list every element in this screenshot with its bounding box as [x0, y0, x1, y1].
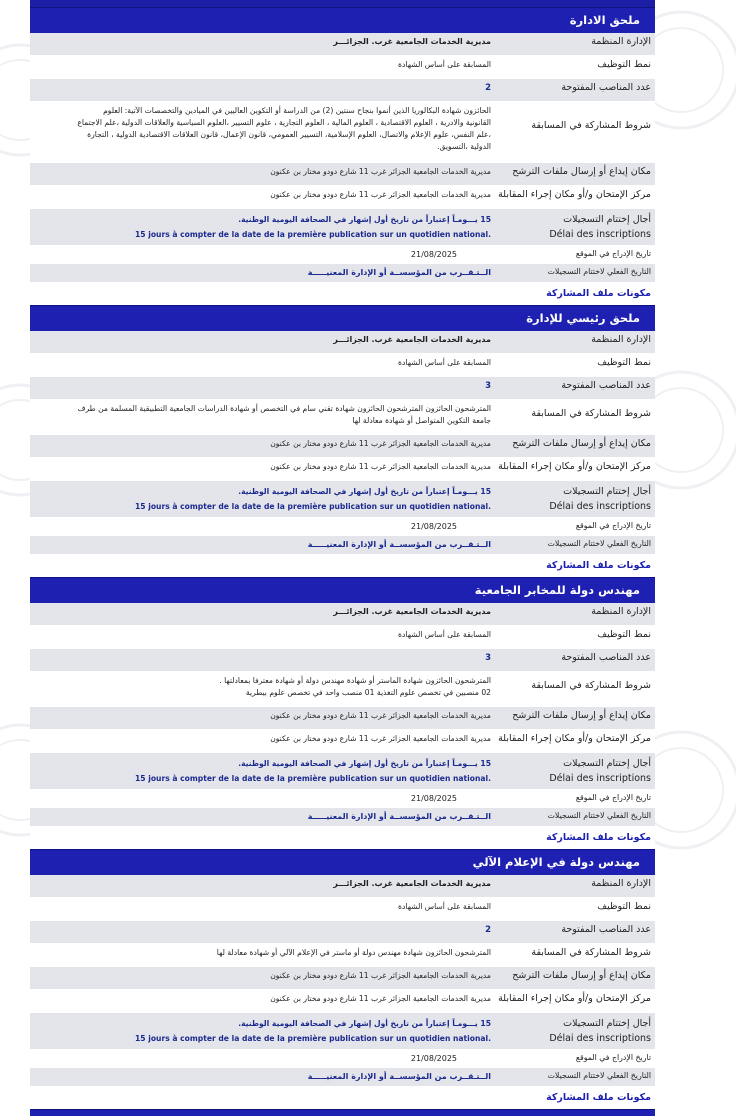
label-open-positions: عدد المناصب المفتوحة — [561, 652, 651, 663]
position-title: ملحق رئيسي للإدارة — [30, 305, 655, 331]
conditions-line: المترشحون الحائزون شهادة الماستر أو شهادة مهندس دولة أو شهادة معترفا بمعادلتها . — [219, 676, 491, 685]
value-deadline — [30, 1013, 497, 1049]
row-deadline — [30, 481, 655, 518]
docs-link[interactable]: مكونات ملف المشاركة — [30, 283, 655, 305]
row-actual-close — [30, 264, 655, 283]
row-actual-close — [30, 808, 655, 827]
label-open-positions: عدد المناصب المفتوحة — [561, 924, 651, 935]
row-publish-date — [30, 518, 655, 536]
value-exam-center: مديرية الخدمات الجامعية الجزائر غرب 11 شارع دودو مختار بن عكنون — [270, 994, 491, 1003]
value-deadline-ar: 15 يـــومـاً إعتباراً من تاريخ أول إشهار في الصحافة اليومية الوطنية. — [238, 487, 491, 496]
label-deadline — [497, 209, 655, 245]
label-deposit-place: مكان إيداع أو إرسال ملفات الترشح — [512, 710, 651, 721]
value-deadline-fr: 15 jours à compter de la date de la première publication sur un quotidien national. — [135, 502, 491, 511]
value-recruitment-type: المسابقة على أساس الشهادة — [398, 60, 491, 69]
value-deposit-place: مديرية الخدمات الجامعية الجزائر غرب 11 شارع دودو مختار بن عكنون — [270, 439, 491, 448]
label-organizer: الإدارة المنظمة — [591, 606, 651, 617]
label-deadline-fr: Délai des inscriptions — [549, 501, 651, 512]
label-actual-close: التاريخ الفعلي لاختتام التسجيلات — [547, 1071, 651, 1080]
value-deposit-place: مديرية الخدمات الجامعية الجزائر غرب 11 شارع دودو مختار بن عكنون — [270, 167, 491, 176]
label-actual-close: التاريخ الفعلي لاختتام التسجيلات — [547, 267, 651, 276]
label-publish-date: تاريخ الإدراج في الموقع — [575, 1053, 651, 1062]
row-deposit-place — [30, 707, 655, 730]
value-deadline-fr: 15 jours à compter de la date de la première publication sur un quotidien national. — [135, 230, 491, 239]
row-open-positions — [30, 79, 655, 102]
value-deposit-place: مديرية الخدمات الجامعية الجزائر غرب 11 شارع دودو مختار بن عكنون — [270, 971, 491, 980]
value-recruitment-type: المسابقة على أساس الشهادة — [398, 358, 491, 367]
label-conditions: شروط المشاركة في المسابقة — [531, 680, 651, 691]
conditions-line: جامعة التكوين المتواصل أو شهادة معادلة لها — [352, 416, 491, 425]
value-open-positions: 3 — [485, 653, 491, 663]
label-publish-date: تاريخ الإدراج في الموقع — [575, 521, 651, 530]
label-actual-close: التاريخ الفعلي لاختتام التسجيلات — [547, 811, 651, 820]
row-conditions — [30, 102, 655, 163]
next-section-strip — [30, 1109, 655, 1116]
conditions-line: 02 منصبين في تخصص علوم التغذية 01 منصب واحد في تخصص علوم بيطرية — [245, 688, 491, 697]
label-actual-close: التاريخ الفعلي لاختتام التسجيلات — [547, 539, 651, 548]
label-deadline — [497, 1013, 655, 1049]
row-recruitment-type — [30, 898, 655, 921]
value-deadline-ar: 15 يـــومـاً إعتباراً من تاريخ أول إشهار في الصحافة اليومية الوطنية. — [238, 1019, 491, 1028]
value-conditions — [30, 102, 497, 162]
value-publish-date: 21/08/2025 — [410, 794, 457, 803]
value-actual-close: الــتـقــرب من المؤسســة أو الإدارة المعنيـــــة — [307, 540, 491, 549]
row-deposit-place — [30, 967, 655, 990]
value-organizer: مديرية الخدمات الجامعية غرب. الجزائـــر — [333, 335, 491, 344]
row-organizer — [30, 331, 655, 354]
label-organizer: الإدارة المنظمة — [591, 334, 651, 345]
value-actual-close: الــتـقــرب من المؤسســة أو الإدارة المعنيـــــة — [307, 812, 491, 821]
value-actual-close: الــتـقــرب من المؤسســة أو الإدارة المعنيـــــة — [307, 268, 491, 277]
row-exam-center — [30, 186, 655, 209]
position-title: ملحق الادارة — [30, 7, 655, 33]
row-open-positions — [30, 377, 655, 400]
label-publish-date: تاريخ الإدراج في الموقع — [575, 793, 651, 802]
value-deadline — [30, 481, 497, 517]
value-exam-center: مديرية الخدمات الجامعية الجزائر غرب 11 شارع دودو مختار بن عكنون — [270, 190, 491, 199]
row-organizer — [30, 875, 655, 898]
label-recruitment-type: نمط التوظيف — [597, 59, 651, 70]
label-deadline — [497, 753, 655, 789]
row-organizer — [30, 603, 655, 626]
label-exam-center: مركز الإمتحان و/أو مكان إجراء المقابلة — [498, 189, 651, 200]
row-exam-center — [30, 990, 655, 1013]
label-recruitment-type: نمط التوظيف — [597, 901, 651, 912]
label-conditions: شروط المشاركة في المسابقة — [531, 408, 651, 419]
label-organizer: الإدارة المنظمة — [591, 36, 651, 47]
label-deadline-fr: Délai des inscriptions — [549, 773, 651, 784]
position-section — [30, 7, 655, 305]
value-open-positions: 2 — [485, 83, 491, 93]
value-deadline — [30, 753, 497, 789]
value-organizer: مديرية الخدمات الجامعية غرب. الجزائـــر — [333, 607, 491, 616]
value-deadline-ar: 15 يـــومـاً إعتباراً من تاريخ أول إشهار في الصحافة اليومية الوطنية. — [238, 215, 491, 224]
conditions-line: المترشحون الحائزون المترشحون الحائزون شهادة تقني سام في التخصص أو شهادة الدراسات الجامعية التطبيقية المسلمة من طرف — [77, 404, 491, 413]
docs-link[interactable]: مكونات ملف المشاركة — [30, 555, 655, 577]
label-open-positions: عدد المناصب المفتوحة — [561, 82, 651, 93]
row-publish-date — [30, 246, 655, 264]
announcements-table — [30, 0, 655, 1116]
conditions-line: المترشحون الحائزون شهادة مهندس دولة أو ماستر في الإعلام الآلي أو شهادة معادلة لها — [216, 948, 491, 957]
value-deadline — [30, 209, 497, 245]
value-open-positions: 3 — [485, 381, 491, 391]
label-recruitment-type: نمط التوظيف — [597, 629, 651, 640]
label-exam-center: مركز الإمتحان و/أو مكان إجراء المقابلة — [498, 993, 651, 1004]
row-organizer — [30, 33, 655, 56]
row-conditions — [30, 944, 655, 967]
value-recruitment-type: المسابقة على أساس الشهادة — [398, 630, 491, 639]
position-section — [30, 849, 655, 1116]
value-conditions — [30, 400, 497, 434]
label-deadline-fr: Délai des inscriptions — [549, 229, 651, 240]
value-conditions — [30, 944, 497, 966]
value-recruitment-type: المسابقة على أساس الشهادة — [398, 902, 491, 911]
position-section — [30, 577, 655, 849]
label-deadline-fr: Délai des inscriptions — [549, 1033, 651, 1044]
top-strip — [30, 0, 655, 7]
value-actual-close: الــتـقــرب من المؤسســة أو الإدارة المعنيـــــة — [307, 1072, 491, 1081]
label-deposit-place: مكان إيداع أو إرسال ملفات الترشح — [512, 438, 651, 449]
row-exam-center — [30, 458, 655, 481]
label-conditions: شروط المشاركة في المسابقة — [531, 947, 651, 958]
label-conditions: شروط المشاركة في المسابقة — [531, 120, 651, 131]
value-organizer: مديرية الخدمات الجامعية غرب. الجزائـــر — [333, 879, 491, 888]
value-deadline-ar: 15 يـــومـاً إعتباراً من تاريخ أول إشهار في الصحافة اليومية الوطنية. — [238, 759, 491, 768]
value-publish-date: 21/08/2025 — [410, 250, 457, 259]
row-recruitment-type — [30, 56, 655, 79]
label-deposit-place: مكان إيداع أو إرسال ملفات الترشح — [512, 166, 651, 177]
label-deadline-ar: أجال إختتام التسجيلات — [563, 486, 651, 497]
docs-link[interactable]: مكونات ملف المشاركة — [30, 1087, 655, 1109]
row-recruitment-type — [30, 354, 655, 377]
row-deadline — [30, 753, 655, 790]
row-open-positions — [30, 649, 655, 672]
value-organizer: مديرية الخدمات الجامعية غرب. الجزائـــر — [333, 37, 491, 46]
value-publish-date: 21/08/2025 — [410, 1054, 457, 1063]
row-conditions — [30, 400, 655, 435]
row-deposit-place — [30, 163, 655, 186]
label-deadline — [497, 481, 655, 517]
position-section — [30, 305, 655, 577]
row-deadline — [30, 209, 655, 246]
row-publish-date — [30, 790, 655, 808]
value-deadline-fr: 15 jours à compter de la date de la première publication sur un quotidien national. — [135, 774, 491, 783]
row-open-positions — [30, 921, 655, 944]
conditions-line: الحائزون شهادة البكالوريا الذين أنموا بنجاح سنتين (2) من الدراسة أو التكوين العاليين في الميادين والتخصصات الآتية: العلوم — [103, 106, 491, 115]
label-publish-date: تاريخ الإدراج في الموقع — [575, 249, 651, 258]
label-open-positions: عدد المناصب المفتوحة — [561, 380, 651, 391]
label-deadline-ar: أجال إختتام التسجيلات — [563, 1018, 651, 1029]
label-deposit-place: مكان إيداع أو إرسال ملفات الترشح — [512, 970, 651, 981]
label-deadline-ar: أجال إختتام التسجيلات — [563, 214, 651, 225]
conditions-line: الدولية ،التسويق. — [437, 142, 491, 151]
value-publish-date: 21/08/2025 — [410, 522, 457, 531]
label-deadline-ar: أجال إختتام التسجيلات — [563, 758, 651, 769]
value-conditions — [30, 672, 497, 706]
row-deposit-place — [30, 435, 655, 458]
row-deadline — [30, 1013, 655, 1050]
row-conditions — [30, 672, 655, 707]
position-title: مهندس دولة للمخابر الجامعية — [30, 577, 655, 603]
value-deposit-place: مديرية الخدمات الجامعية الجزائر غرب 11 شارع دودو مختار بن عكنون — [270, 711, 491, 720]
position-title: مهندس دولة في الإعلام الآلي — [30, 849, 655, 875]
value-deadline-fr: 15 jours à compter de la date de la première publication sur un quotidien national. — [135, 1034, 491, 1043]
label-organizer: الإدارة المنظمة — [591, 878, 651, 889]
row-recruitment-type — [30, 626, 655, 649]
value-exam-center: مديرية الخدمات الجامعية الجزائر غرب 11 شارع دودو مختار بن عكنون — [270, 734, 491, 743]
value-open-positions: 2 — [485, 925, 491, 935]
label-exam-center: مركز الإمتحان و/أو مكان إجراء المقابلة — [498, 461, 651, 472]
conditions-line: ،علم النفس، علوم الإعلام والاتصال، العلوم الإسلامية، التسيير العمومي، قانون الإعمال، قانون العلاقات الاقتصادية الدولية ، التجارة — [87, 130, 491, 139]
row-actual-close — [30, 536, 655, 555]
label-recruitment-type: نمط التوظيف — [597, 357, 651, 368]
row-actual-close — [30, 1068, 655, 1087]
value-exam-center: مديرية الخدمات الجامعية الجزائر غرب 11 شارع دودو مختار بن عكنون — [270, 462, 491, 471]
label-exam-center: مركز الإمتحان و/أو مكان إجراء المقابلة — [498, 733, 651, 744]
row-publish-date — [30, 1050, 655, 1068]
row-exam-center — [30, 730, 655, 753]
docs-link[interactable]: مكونات ملف المشاركة — [30, 827, 655, 849]
conditions-line: القانونية والادرية ، العلوم الاقتصادية ، العلوم المالية ، العلوم التجارية ، علوم التسيير ،العلوم السياسية والعلاقات الدولية ،علم الاجتماع — [77, 118, 491, 127]
